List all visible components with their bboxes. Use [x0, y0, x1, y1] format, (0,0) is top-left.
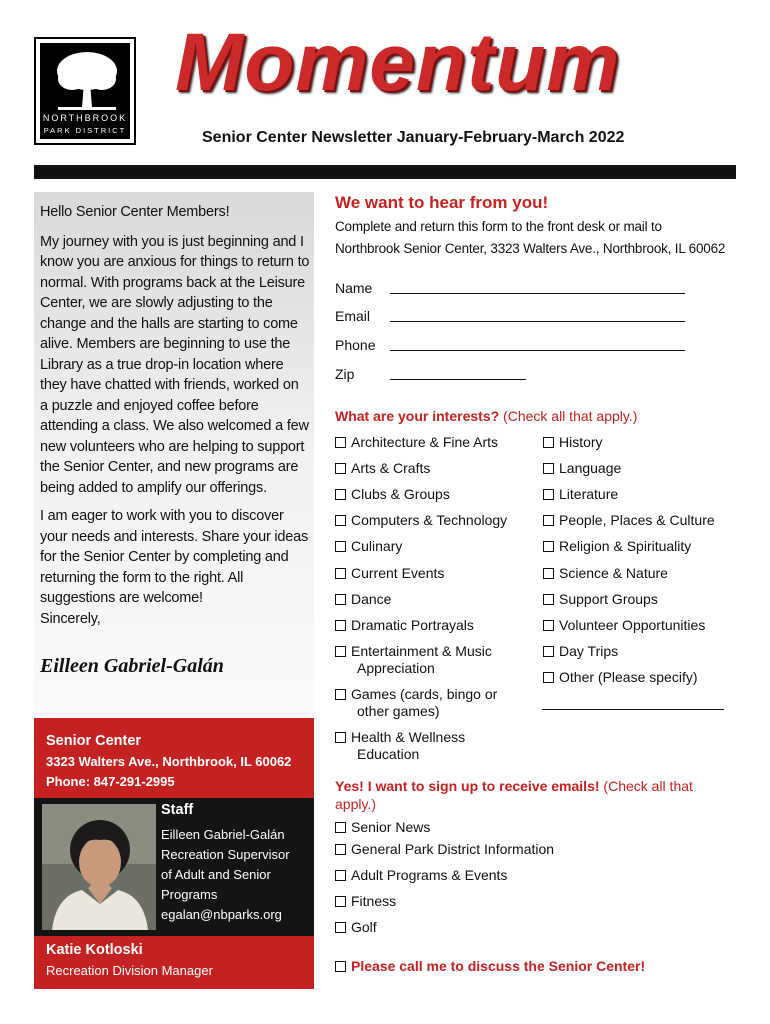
interest-label: Health & Wellness	[351, 729, 466, 745]
checkbox-icon[interactable]	[335, 463, 346, 474]
manager-role: Recreation Division Manager	[46, 963, 213, 978]
logo-text-park-district: PARK DISTRICT	[43, 126, 127, 135]
interest-religion-checkbox[interactable]	[543, 538, 691, 555]
interest-label: Literature	[559, 486, 619, 502]
email-adult-programs-checkbox[interactable]	[335, 867, 507, 884]
staff-panel	[34, 798, 314, 936]
phone-field[interactable]	[390, 350, 685, 351]
interest-arts-crafts-checkbox[interactable]	[335, 460, 430, 477]
interest-other-checkbox[interactable]	[543, 669, 698, 686]
interest-science-checkbox[interactable]	[543, 565, 668, 582]
welcome-letter	[40, 202, 310, 637]
emails-note-1: (Check all that	[599, 778, 693, 794]
interest-label: Other (Please specify)	[559, 669, 698, 685]
letter-closing: Sincerely,	[40, 610, 101, 627]
form-intro	[335, 216, 740, 260]
signature: Eilleen Gabriel-Galán	[40, 655, 224, 677]
email-option-label: Golf	[351, 919, 377, 935]
checkbox-icon[interactable]	[543, 437, 554, 448]
interest-label: Architecture & Fine Arts	[351, 434, 499, 450]
checkbox-icon[interactable]	[335, 489, 346, 500]
interest-people-places-checkbox[interactable]	[543, 512, 715, 529]
checkbox-icon[interactable]	[543, 620, 554, 631]
portrait-image	[42, 804, 156, 930]
email-option-label: General Park District Information	[351, 841, 555, 857]
staff-name: Eilleen Gabriel-Galán	[161, 827, 285, 842]
interest-volunteer-checkbox[interactable]	[543, 617, 705, 634]
manager-name: Katie Kotloski	[46, 942, 143, 958]
checkbox-icon[interactable]	[335, 594, 346, 605]
name-label: Name	[335, 280, 373, 296]
interest-label: Volunteer Opportunities	[559, 617, 706, 633]
center-phone: Phone: 847-291-2995	[46, 774, 175, 789]
staff-heading: Staff	[161, 802, 194, 818]
header-divider	[34, 165, 736, 179]
staff-email[interactable]: egalan@nbparks.org	[161, 907, 282, 922]
interest-day-trips-checkbox[interactable]	[543, 643, 618, 660]
interest-culinary-checkbox[interactable]	[335, 538, 402, 555]
checkbox-icon[interactable]	[543, 672, 554, 683]
zip-field[interactable]	[390, 379, 526, 380]
email-label: Email	[335, 308, 371, 324]
emails-heading-bold: Yes! I want to sign up to receive emails!	[335, 778, 600, 794]
call-me-checkbox[interactable]	[335, 958, 645, 974]
email-option-label: Adult Programs & Events	[351, 867, 508, 883]
email-senior-news-checkbox[interactable]	[335, 819, 430, 836]
checkbox-icon[interactable]	[335, 896, 346, 907]
staff-photo	[42, 804, 156, 930]
interest-label: Games (cards, bingo or	[351, 686, 498, 702]
call-me-label: Please call me to discuss the Senior Center!	[351, 958, 646, 974]
northbrook-park-district-logo	[34, 37, 136, 145]
interest-label: Religion & Spirituality	[559, 538, 692, 554]
checkbox-icon[interactable]	[543, 646, 554, 657]
interest-label-cont: other games)	[357, 703, 440, 719]
letter-paragraph-2: I am eager to work with you to discover your needs and interests. Share your ideas for the Senior Center by completing and returning the form to the right. All suggestions are welcome!	[40, 508, 309, 606]
checkbox-icon[interactable]	[543, 568, 554, 579]
email-fitness-checkbox[interactable]	[335, 893, 396, 910]
interest-games-checkbox[interactable]	[335, 686, 497, 720]
senior-center-info	[34, 718, 314, 798]
interests-heading-bold: What are your interests?	[335, 408, 500, 424]
checkbox-icon[interactable]	[335, 822, 346, 833]
interest-architecture-checkbox[interactable]	[335, 434, 498, 451]
manager-info	[34, 936, 314, 989]
checkbox-icon[interactable]	[335, 568, 346, 579]
interest-label: Dance	[351, 591, 392, 607]
checkbox-icon[interactable]	[335, 870, 346, 881]
name-field[interactable]	[390, 293, 685, 294]
interest-label: Computers & Technology	[351, 512, 508, 528]
checkbox-icon[interactable]	[335, 515, 346, 526]
checkbox-icon[interactable]	[335, 437, 346, 448]
zip-label: Zip	[335, 366, 355, 382]
interest-label: History	[559, 434, 603, 450]
interest-support-groups-checkbox[interactable]	[543, 591, 658, 608]
email-park-district-checkbox[interactable]	[335, 841, 554, 858]
interest-label: Clubs & Groups	[351, 486, 450, 502]
interest-computers-checkbox[interactable]	[335, 512, 507, 529]
other-specify-field[interactable]	[542, 709, 724, 710]
checkbox-icon[interactable]	[335, 922, 346, 933]
interest-label: Dramatic Portrayals	[351, 617, 474, 633]
email-option-label: Senior News	[351, 819, 431, 835]
checkbox-icon[interactable]	[543, 489, 554, 500]
interest-entertainment-checkbox[interactable]	[335, 643, 492, 677]
logo-text-northbrook: NORTHBROOK	[42, 113, 128, 123]
interest-label: Current Events	[351, 565, 445, 581]
emails-heading	[335, 777, 735, 813]
interest-label: Science & Nature	[559, 565, 668, 581]
newsletter-subtitle: Senior Center Newsletter January-February-March 2022	[202, 129, 625, 146]
email-field[interactable]	[390, 321, 685, 322]
checkbox-icon[interactable]	[335, 620, 346, 631]
interest-label: People, Places & Culture	[559, 512, 715, 528]
letter-paragraph-1: My journey with you is just beginning and I know you are anxious for things to return to normal. With programs back at the Leisure Center, we are slowly adjusting to the change and the halls are starting to come alive. Members are beginning to use the Library as a true drop-in location where they have chatted with friends, worked on a puzzle and enjoyed coffee before attending a class. We also welcomed a few new volunteers who are helping to support the Senior Center, and new programs are being added to amplify our offerings.	[40, 233, 310, 496]
staff-role-2: of Adult and Senior	[161, 867, 271, 882]
form-intro-line-2: Northbrook Senior Center, 3323 Walters Ave., Northbrook, IL 60062	[335, 241, 726, 256]
interest-literature-checkbox[interactable]	[543, 486, 618, 503]
interest-label: Day Trips	[559, 643, 619, 659]
interest-label: Arts & Crafts	[351, 460, 431, 476]
newsletter-title: Momentum	[175, 17, 621, 108]
interest-label: Language	[559, 460, 622, 476]
checkbox-icon[interactable]	[543, 515, 554, 526]
checkbox-icon[interactable]	[335, 689, 346, 700]
email-golf-checkbox[interactable]	[335, 919, 377, 936]
staff-role-1: Recreation Supervisor	[161, 847, 290, 862]
checkbox-icon[interactable]	[335, 844, 346, 855]
phone-label: Phone	[335, 337, 376, 353]
checkbox-icon[interactable]	[335, 541, 346, 552]
interest-dance-checkbox[interactable]	[335, 591, 391, 608]
interest-label-cont: Appreciation	[357, 660, 435, 676]
interest-health-checkbox[interactable]	[335, 729, 465, 763]
interest-current-events-checkbox[interactable]	[335, 565, 444, 582]
checkbox-icon[interactable]	[335, 646, 346, 657]
staff-role-3: Programs	[161, 887, 218, 902]
interest-label-cont: Education	[357, 746, 420, 762]
center-address: 3323 Walters Ave., Northbrook, IL 60062	[46, 754, 292, 769]
emails-note-2: apply.)	[335, 796, 376, 812]
checkbox-icon[interactable]	[335, 732, 346, 743]
checkbox-icon[interactable]	[543, 594, 554, 605]
center-title: Senior Center	[46, 733, 142, 749]
interest-label: Support Groups	[559, 591, 658, 607]
checkbox-icon[interactable]	[335, 961, 346, 972]
interest-label: Entertainment & Music	[351, 643, 492, 659]
interests-note: (Check all that apply.)	[499, 408, 638, 424]
letter-greeting: Hello Senior Center Members!	[40, 204, 230, 220]
oak-tree-icon	[54, 49, 120, 111]
interest-language-checkbox[interactable]	[543, 460, 621, 477]
interest-history-checkbox[interactable]	[543, 434, 603, 451]
checkbox-icon[interactable]	[543, 463, 554, 474]
interest-label: Culinary	[351, 538, 403, 554]
email-option-label: Fitness	[351, 893, 397, 909]
form-intro-line-1: Complete and return this form to the front desk or mail to	[335, 219, 662, 234]
form-heading: We want to hear from you!	[335, 193, 549, 212]
checkbox-icon[interactable]	[543, 541, 554, 552]
interest-dramatic-checkbox[interactable]	[335, 617, 474, 634]
interests-heading	[335, 408, 637, 424]
interest-clubs-groups-checkbox[interactable]	[335, 486, 450, 503]
